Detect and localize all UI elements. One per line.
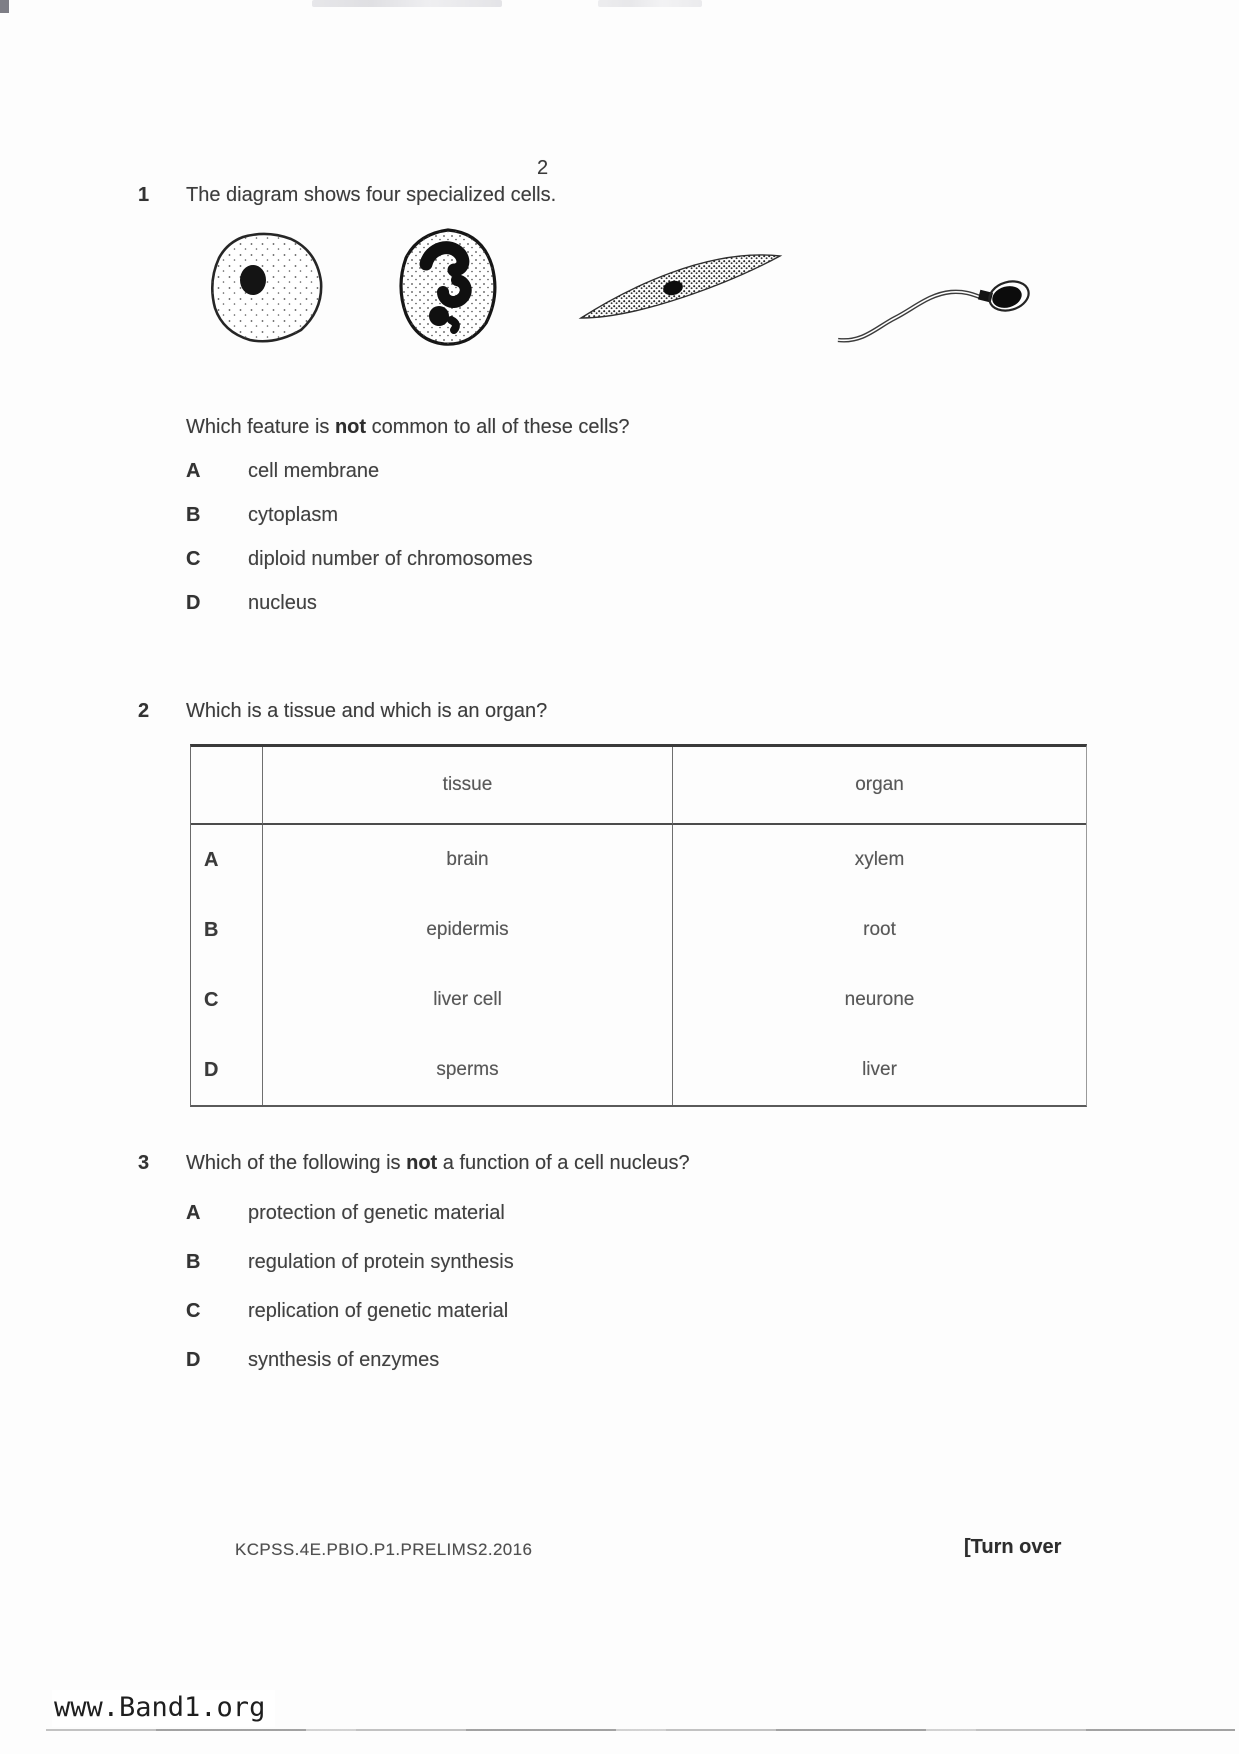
q3-option-d (186, 1349, 439, 1372)
q3-option-b (186, 1251, 514, 1274)
sperm-cell-figure (833, 266, 1045, 346)
question-3-prompt (186, 1152, 690, 1175)
option-letter: B (186, 504, 201, 526)
prompt-text: common to all of these cells? (366, 416, 630, 438)
option-letter: D (186, 592, 201, 614)
q1-option-d (186, 592, 317, 615)
option-letter: C (186, 1300, 201, 1322)
question-2-stem: Which is a tissue and which is an organ? (186, 700, 548, 722)
table-cell-organ: neurone (672, 965, 1086, 1035)
epithelial-cell-figure (205, 230, 331, 347)
table-corner-cell (191, 747, 262, 825)
tissue-organ-table (190, 744, 1087, 1107)
scan-top-smudge (312, 0, 502, 7)
cell-cytoplasm-stipple (212, 234, 321, 341)
option-text: synthesis of enzymes (248, 1349, 440, 1371)
table-cell-organ: root (672, 895, 1086, 965)
q1-option-a (186, 460, 379, 483)
table-row-letter: B (204, 918, 219, 941)
q1-option-c (186, 548, 533, 571)
table-cell-tissue: epidermis (262, 895, 672, 965)
table-row-letter: D (204, 1058, 219, 1081)
smooth-muscle-cell-figure (578, 250, 786, 330)
paper-code: KCPSS.4E.PBIO.P1.PRELIMS2.2016 (235, 1540, 533, 1559)
table-header-organ: organ (672, 747, 1086, 825)
prompt-text: Which of the following is (186, 1152, 407, 1174)
bottom-scan-rule (46, 1729, 1235, 1731)
q1-option-b (186, 504, 338, 527)
option-letter: B (186, 1251, 201, 1273)
table-cell-organ: liver (672, 1035, 1086, 1105)
option-text: cytoplasm (248, 504, 339, 526)
table-cell-tissue: liver cell (262, 965, 672, 1035)
table-row-letter: C (204, 988, 219, 1011)
option-text: regulation of protein synthesis (248, 1251, 514, 1273)
table-header-tissue: tissue (262, 747, 672, 825)
option-letter: A (186, 1202, 201, 1224)
scan-corner-artifact (0, 0, 9, 13)
scan-top-smudge (598, 0, 702, 7)
prompt-bold-word: not (406, 1152, 438, 1174)
white-blood-cell-figure (394, 226, 502, 350)
q3-option-c (186, 1300, 508, 1323)
table-cell-tissue: sperms (262, 1035, 672, 1105)
option-letter: C (186, 548, 201, 570)
question-3-number: 3 (138, 1152, 150, 1174)
question-1-number: 1 (138, 184, 150, 206)
option-text: cell membrane (248, 460, 380, 482)
option-text: nucleus (248, 592, 317, 614)
table-cell-organ: xylem (672, 825, 1086, 895)
question-2-number: 2 (138, 700, 150, 722)
option-letter: D (186, 1349, 201, 1371)
q3-option-a (186, 1202, 505, 1225)
prompt-text: a function of a cell nucleus? (437, 1152, 690, 1174)
option-text: diploid number of chromosomes (248, 548, 533, 570)
option-letter: A (186, 460, 201, 482)
turn-over-label: [Turn over (964, 1536, 1062, 1558)
cell-nucleus (240, 265, 266, 295)
website-watermark: www.Band1.org (52, 1690, 275, 1727)
table-row-letter: A (204, 848, 219, 871)
page-number: 2 (537, 157, 549, 179)
question-1-prompt (186, 416, 630, 439)
prompt-bold-word: not (334, 416, 367, 438)
question-1-stem: The diagram shows four specialized cells. (186, 184, 557, 206)
option-text: replication of genetic material (248, 1300, 509, 1322)
sperm-tail (838, 292, 980, 341)
prompt-text: Which feature is (186, 416, 335, 438)
option-text: protection of genetic material (248, 1202, 505, 1224)
table-cell-tissue: brain (262, 825, 672, 895)
